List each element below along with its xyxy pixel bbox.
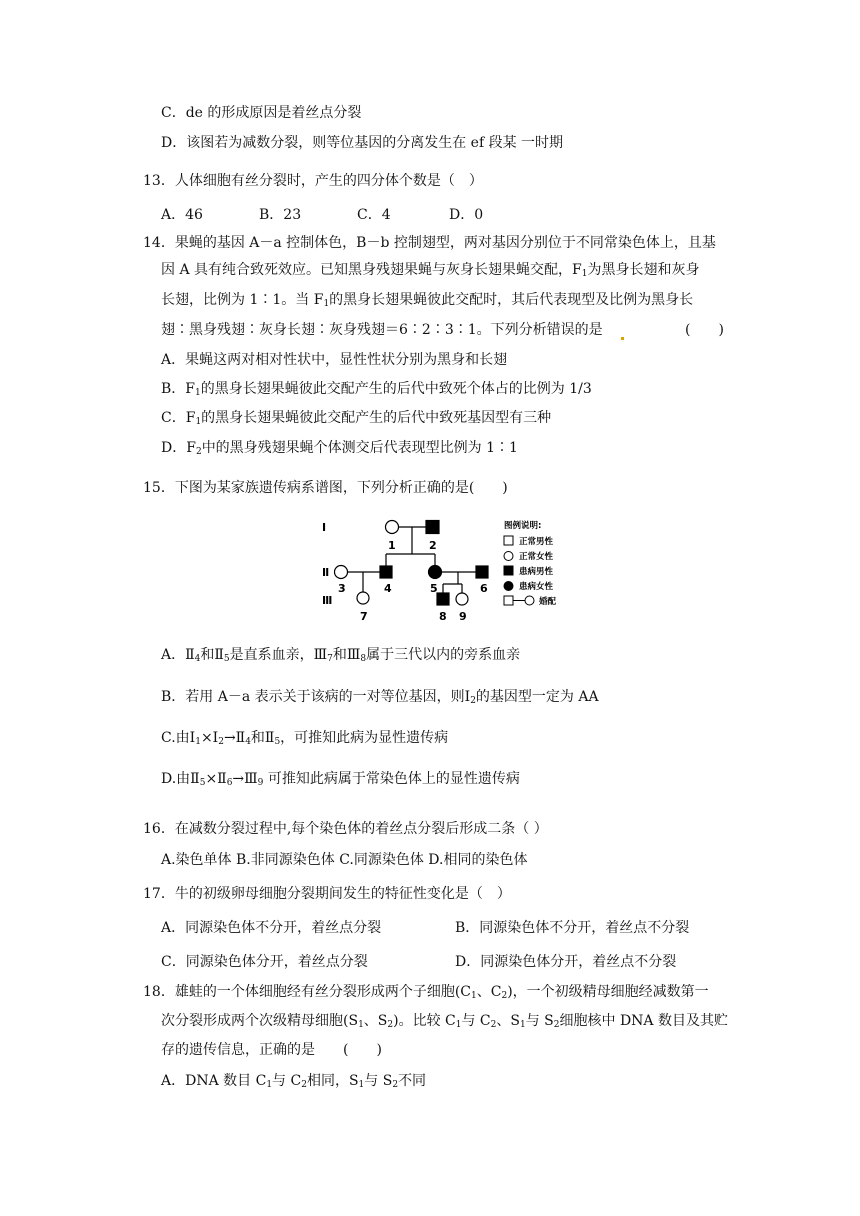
q12-option-d: D．该图若为减数分裂，则等位基因的分离发生在 ef 段某 一时期 — [161, 135, 564, 151]
q18-stem-line3: 存的遗传信息，正确的是 ( ) — [161, 1042, 382, 1058]
legend-title: 图例说明: — [504, 521, 542, 531]
q14-option-d: D．$F_2$中的黑身残翅果蝇个体测交后代表现型比例为 1∶1 — [161, 440, 518, 457]
q16-stem: 16．在减数分裂过程中,每个染色体的着丝点分裂后形成二条（ ） — [143, 821, 548, 837]
q15-option-c: C.由$Ⅰ_1\times Ⅰ_2\to Ⅱ_4$和$Ⅱ_5$，可推知此病为显性遗传病 — [161, 730, 449, 747]
gen-label-3: Ⅲ — [322, 594, 333, 607]
individual-3-normal-female — [335, 566, 348, 579]
q15-stem: 15．下图为某家族遗传病系谱图，下列分析正确的是( ) — [143, 480, 508, 496]
q15-option-d: D.由$Ⅱ_5\times Ⅱ_6\to Ⅲ_9$ 可推知此病属于常染色体上的显性遗传病 — [161, 771, 520, 788]
legend-normal-female-icon — [504, 552, 513, 561]
q14-stem-line1: 14．果蝇的基因 A－a 控制体色，B－b 控制翅型，两对基因分别位于不同常染色体上，且基 — [143, 235, 716, 251]
legend-marriage: 婚配 — [539, 597, 557, 607]
legend-marriage-male-icon — [504, 596, 513, 605]
q14-stem-line3: 长翅，比例为 1∶1。当 $F_1$的黑身长翅果蝇彼此交配时，其后代表现型及比例为黑身长 — [161, 292, 694, 309]
q14-stem-line2: 因 A 具有纯合致死效应。已知黑身残翅果蝇与灰身长翅果蝇交配，$F_1$为黑身长翅和灰身 — [161, 262, 700, 279]
individual-8-affected-male — [437, 593, 449, 605]
q18-stem-line2: 次分裂形成两个次级精母细胞($S_1$、$S_2$)。比较 $C_1$与 $C_2$、$S_1$与 $S_2$细胞核中 DNA 数目及其贮 — [161, 1013, 728, 1030]
q17-stem: 17．牛的初级卵母细胞分裂期间发生的特征性变化是（ ） — [143, 886, 511, 902]
legend-normal-male-icon — [504, 536, 513, 545]
q12-option-c: C．de 的形成原因是着丝点分裂 — [161, 105, 362, 121]
ind-label-4: 4 — [384, 582, 392, 595]
legend-affected-male-icon — [504, 566, 513, 575]
gen-label-2: Ⅱ — [322, 566, 330, 579]
ind-label-5: 5 — [430, 582, 438, 595]
ind-label-2: 2 — [429, 539, 437, 552]
q14-option-c: C．$F_1$的黑身长翅果蝇彼此交配产生的后代中致死基因型有三种 — [161, 410, 552, 427]
q16-options: A.染色单体 B.非同源染色体 C.同源染色体 D.相同的染色体 — [161, 852, 528, 868]
legend-affected-male: 患病男性 — [519, 567, 554, 577]
q13-option-d: D．0 — [449, 207, 484, 223]
q17-option-b: B．同源染色体不分开，着丝点不分裂 — [455, 920, 690, 936]
ind-label-9: 9 — [459, 610, 467, 623]
ind-label-8: 8 — [439, 610, 447, 623]
individual-4-affected-male — [380, 566, 392, 578]
q14-option-a: A．果蝇这两对相对性状中，显性性状分别为黑身和长翅 — [161, 352, 508, 368]
q15-option-b: B．若用 A－a 表示关于该病的一对等位基因，则$Ⅰ_2$的基因型一定为 AA — [161, 689, 599, 706]
q17-option-c: C．同源染色体分开，着丝点分裂 — [161, 954, 368, 970]
gen-label-1: Ⅰ — [322, 521, 327, 534]
legend-normal-male: 正常男性 — [519, 537, 554, 547]
pedigree-diagram — [318, 516, 600, 628]
q17-option-d: D．同源染色体分开，着丝点不分裂 — [455, 954, 677, 970]
q18-option-a: A．DNA 数目 $C_1$与 $C_2$相同，$S_1$与 $S_2$不同 — [161, 1073, 427, 1090]
q14-option-b: B．$F_1$的黑身长翅果蝇彼此交配产生的后代中致死个体占的比例为 1/3 — [161, 381, 592, 398]
ind-label-6: 6 — [480, 582, 488, 595]
ind-label-3: 3 — [338, 582, 346, 595]
q13-option-b: B．23 — [259, 207, 302, 223]
individual-6-affected-male — [476, 566, 488, 578]
individual-1-normal-female — [386, 521, 399, 534]
individual-5-affected-female — [429, 566, 442, 579]
q14-answer-paren: ( ) — [685, 322, 724, 338]
legend-normal-female: 正常女性 — [519, 552, 554, 562]
legend-affected-female: 患病女性 — [519, 582, 554, 592]
legend-affected-female-icon — [504, 582, 513, 591]
q14-stem-line4: 翅∶黑身残翅∶灰身长翅∶灰身残翅＝6∶2∶3∶1。下列分析错误的是 — [161, 320, 624, 340]
q17-option-a: A．同源染色体不分开，着丝点分裂 — [161, 920, 382, 936]
q13-option-a: A．46 — [161, 207, 203, 223]
ind-label-1: 1 — [388, 539, 396, 552]
q18-stem-line1: 18．雄蛙的一个体细胞经有丝分裂形成两个子细胞($C_1$、$C_2$)，一个初级精母细胞经减数第一 — [143, 984, 709, 1001]
individual-7-normal-female — [357, 592, 369, 604]
q13-option-c: C．4 — [357, 207, 391, 223]
ind-label-7: 7 — [360, 610, 368, 623]
legend-marriage-female-icon — [525, 596, 534, 605]
individual-2-affected-male — [426, 521, 439, 534]
q13-stem: 13．人体细胞有丝分裂时，产生的四分体个数是（ ） — [143, 173, 483, 189]
q15-option-a: A．$Ⅱ_4$和$Ⅱ_5$是直系血亲，$Ⅲ_7$和$Ⅲ_8$属于三代以内的旁系血亲 — [161, 647, 521, 664]
individual-9-normal-female — [456, 593, 468, 605]
